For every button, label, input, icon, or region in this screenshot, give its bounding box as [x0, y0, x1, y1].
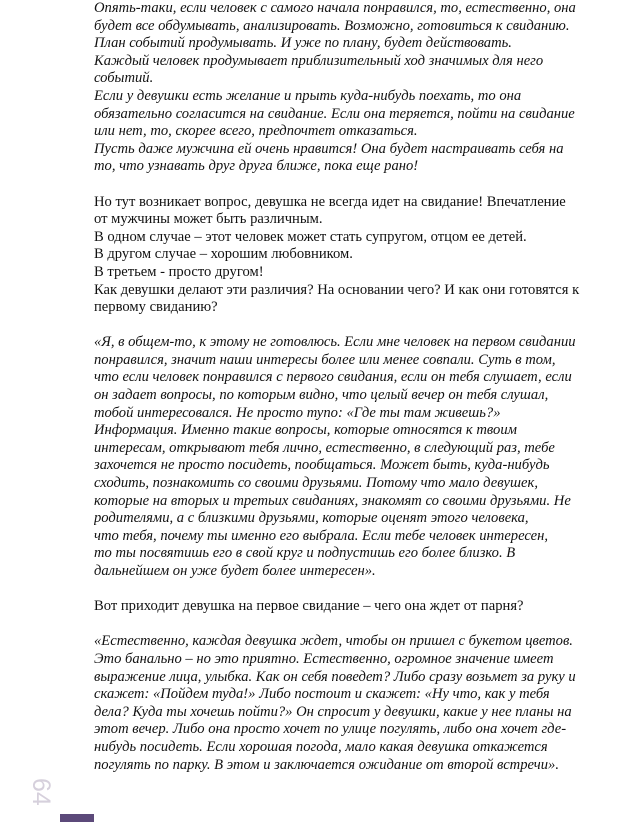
text-line: В одном случае – этот человек может стать супругом, отцом ее детей. — [94, 228, 527, 245]
text-line: то ты посвятишь его в свой круг и подпустишь его более близко. В — [94, 545, 516, 562]
text-column — [94, 0, 620, 774]
text-line: дела? Куда ты хочешь пойти?» Он спросит у девушки, какие у нее планы на — [94, 703, 572, 720]
text-line: или нет, то, скорее всего, предпочтет отказаться. — [94, 123, 418, 140]
text-line: родителями, а с близкими друзьями, которые оценят этого человека, — [94, 510, 529, 527]
text-line: нибудь посидеть. Если хорошая погода, мало какая девушка откажется — [94, 738, 548, 755]
text-line: Как девушки делают эти различия? На основании чего? И как они готовятся к — [94, 281, 580, 298]
text-line: Пусть даже мужчина ей очень нравится! Она будет настраивать себя на — [94, 140, 564, 157]
text-line: то, что узнавать друг друга ближе, пока еще рано! — [94, 158, 419, 175]
text-line: План событий продумывать. И уже по плану, будет действовать. — [94, 35, 512, 52]
text-line: что тебя, почему ты именно его выбрала. Если тебе человек интересен, — [94, 527, 549, 544]
text-line: событий. — [94, 70, 154, 87]
text-line: дальнейшем он уже будет более интересен». — [94, 563, 376, 579]
text-line: погулять по парку. В этом и заключается ожидание от второй встречи». — [94, 756, 560, 773]
paragraph-gap — [94, 176, 620, 194]
text-line: он задает вопросы, по которым видно, что целый вечер он тебя слушал, — [94, 387, 549, 404]
text-line: Это банально – но это приятно. Естественно, огромное значение имеет — [94, 650, 554, 667]
text-line: захочется не просто посидеть, пообщаться. Может быть, куда-нибудь — [94, 457, 550, 474]
text-line: этот вечер. Либо она просто хочет по улице погулять, либо она хочет где- — [94, 721, 567, 738]
text-line: Вот приходит девушка на первое свидание – чего она ждет от парня? — [94, 598, 524, 615]
text-line: Опять-таки, если человек с самого начала понравился, то, естественно, она — [94, 0, 576, 16]
text-line: от мужчины может быть различным. — [94, 211, 323, 228]
text-line: будет все обдумывать, анализировать. Возможно, готовиться к свиданию. — [94, 17, 570, 34]
text-line: В третьем - просто другом! — [94, 263, 264, 280]
text-line: «Естественно, каждая девушка ждет, чтобы он пришел с букетом цветов. — [94, 633, 573, 650]
text-line: что если человек понравился с первого свидания, если он тебя слушает, если — [94, 369, 572, 386]
paragraph-italic-quote-1 — [94, 334, 620, 580]
paragraph-italic-quote-2 — [94, 633, 620, 774]
text-line: Но тут возникает вопрос, девушка не всегда идет на свидание! Впечатление — [94, 193, 566, 210]
text-line: интересам, открывают тебя лично, естественно, в следующий раз, тебе — [94, 439, 555, 456]
text-line: Каждый человек продумывает приблизительный ход значимых для него — [94, 52, 544, 69]
text-line: понравился, значит наши интересы более или менее совпали. Суть в том, — [94, 351, 556, 368]
paragraph-gap — [94, 581, 620, 599]
paragraph-italic-intro — [94, 0, 620, 176]
paragraph-gap — [94, 616, 620, 634]
text-line: тобой интересовался. Не просто тупо: «Где ты там живешь?» — [94, 404, 501, 421]
footer-accent-bar — [60, 814, 94, 822]
text-line: В другом случае – хорошим любовником. — [94, 246, 353, 263]
text-line: сходить, познакомить со своими друзьями. Потому что мало девушек, — [94, 475, 538, 492]
text-line: которые на вторых и третьих свиданиях, знакомят со своими друзьями. Не — [94, 492, 571, 509]
text-line: первому свиданию? — [94, 299, 218, 316]
text-line: обязательно согласится на свидание. Если она теряется, пойти на свидание — [94, 105, 575, 122]
text-line: Если у девушки есть желание и прыть куда-нибудь поехать, то она — [94, 87, 522, 104]
paragraph-question-2 — [94, 598, 620, 616]
paragraph-gap — [94, 317, 620, 335]
text-line: «Я, в общем-то, к этому не готовлюсь. Если мне человек на первом свидании — [94, 334, 576, 351]
page-number: 64 — [27, 778, 55, 806]
text-line: скажет: «Пойдем туда!» Либо постоит и скажет: «Ну что, как у тебя — [94, 686, 550, 703]
paragraph-question — [94, 194, 620, 317]
text-line: выражение лица, улыбка. Как он себя поведет? Либо сразу возьмет за руку и — [94, 668, 576, 685]
text-line: Информация. Именно такие вопросы, которые относятся к твоим — [94, 422, 517, 439]
